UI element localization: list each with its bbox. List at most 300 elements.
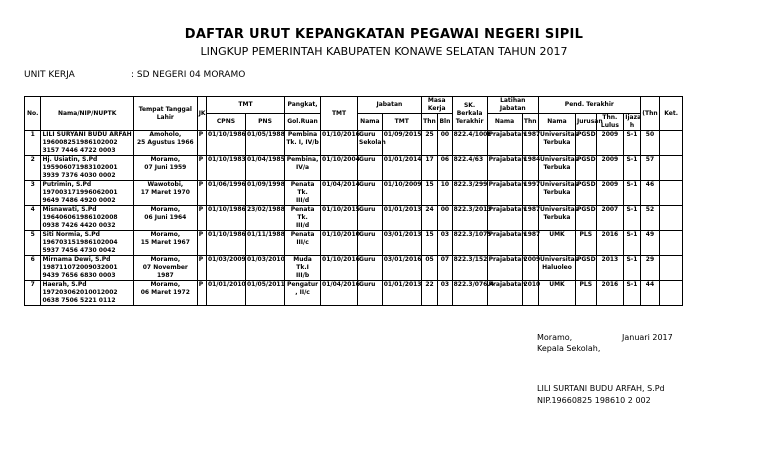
cell-pend-nama-pend-nama: Universitas Terbuka xyxy=(539,181,579,196)
table-row xyxy=(25,281,683,306)
cell-ket xyxy=(660,231,683,256)
cell-latihan-nama-lat-nama: Prajabatan xyxy=(488,206,526,213)
header-jk: JK xyxy=(197,97,206,131)
cell-tempat-tanggal-lahir-tgl: 06 Juni 1964 xyxy=(144,214,187,221)
cell-umur-umur: 52 xyxy=(645,206,655,213)
unit-kerja-label: UNIT KERJA xyxy=(24,70,75,80)
cell-umur xyxy=(640,256,660,281)
cell-tempat-tanggal-lahir xyxy=(133,256,197,281)
cell-latihan-nama-lat-nama: Prajabatan xyxy=(488,281,526,288)
header-jabatan-tmt: TMT xyxy=(382,114,421,131)
cell-pangkat-gol: Tk. I, IV/b xyxy=(286,139,319,146)
cell-umur-umur: 50 xyxy=(645,131,655,138)
cell-tmt-cpns xyxy=(206,181,245,206)
cell-thn-lulus xyxy=(596,206,624,231)
cell-mk-bln xyxy=(438,231,452,256)
employee-table xyxy=(24,96,683,306)
cell-mk-thn xyxy=(421,231,437,256)
cell-jabatan-nama xyxy=(358,231,383,256)
cell-nama-nip-nuptk: 0638 7506 5221 0112 xyxy=(42,297,116,304)
cell-pend-nama-pend-nama: Universitas Haluoleo xyxy=(539,256,579,271)
cell-ijazah-ijazah: S-1 xyxy=(626,156,638,163)
cell-jabatan-tmt xyxy=(382,131,421,156)
cell-jurusan-jurusan: PGSD xyxy=(576,131,596,138)
cell-no xyxy=(25,281,41,306)
cell-jk xyxy=(197,256,206,281)
cell-mk-thn-mk-thn: 22 xyxy=(425,281,434,288)
cell-jk xyxy=(197,231,206,256)
cell-no xyxy=(25,256,41,281)
cell-tmt-cpns xyxy=(206,231,245,256)
cell-pangkat-pangkat: Muda Tk.I xyxy=(293,256,312,271)
cell-tempat-tanggal-lahir-tempat: Wawotobi, xyxy=(147,181,184,188)
cell-jk xyxy=(197,206,206,231)
cell-jk-jk: P xyxy=(198,206,204,213)
cell-tempat-tanggal-lahir xyxy=(133,181,197,206)
cell-tmt-pangkat xyxy=(321,206,358,231)
cell-tmt-cpns xyxy=(206,256,245,281)
cell-pend-nama xyxy=(538,206,579,231)
cell-tempat-tanggal-lahir-tempat: Amoholo, xyxy=(149,131,182,138)
cell-no xyxy=(25,206,41,231)
cell-jabatan-tmt-jab-tmt: 01/01/2013 xyxy=(383,281,422,288)
cell-ijazah xyxy=(624,156,640,181)
header-tmt-group: TMT xyxy=(206,97,284,114)
cell-jabatan-tmt xyxy=(382,206,421,231)
header-nama: Nama/NIP/NUPTK xyxy=(41,97,134,131)
cell-tmt-pangkat xyxy=(321,131,358,156)
cell-nama-nip xyxy=(41,206,134,231)
cell-sk-berkala-sk: 822.4/100E xyxy=(453,131,492,138)
cell-mk-bln-mk-bln: 10 xyxy=(440,181,450,188)
header-jabatan: Jabatan xyxy=(358,97,422,114)
cell-nama-nip xyxy=(41,131,134,156)
header-ttl: Tempat Tanggal Lahir xyxy=(133,97,197,131)
cell-latihan-nama-lat-nama: Prajabatan xyxy=(488,181,526,188)
cell-tmt-cpns-cpns: 01/06/1996 xyxy=(207,181,246,188)
cell-tempat-tanggal-lahir xyxy=(133,206,197,231)
cell-umur-umur: 44 xyxy=(645,281,655,288)
cell-jabatan-nama xyxy=(358,281,383,306)
document-title: DAFTAR URUT KEPANGKATAN PEGAWAI NEGERI SIPIL xyxy=(184,27,584,42)
cell-thn-lulus-lulus: 2009 xyxy=(601,131,619,138)
cell-nama-nip xyxy=(41,256,134,281)
cell-umur xyxy=(640,206,660,231)
cell-sk-berkala-sk: 822.3/1075 xyxy=(453,231,492,238)
cell-jabatan-tmt xyxy=(382,181,421,206)
cell-mk-thn-mk-thn: 25 xyxy=(425,131,434,138)
cell-pangkat xyxy=(285,156,321,181)
cell-latihan-nama-lat-nama: Prajabatan xyxy=(488,131,526,138)
cell-tmt-pns xyxy=(246,206,285,231)
table-row xyxy=(25,156,683,181)
header-pend-nama: Nama xyxy=(538,114,575,131)
cell-nama-nip-nuptk: 0938 7426 4420 0032 xyxy=(42,222,116,229)
cell-jurusan-jurusan: PGSD xyxy=(576,156,596,163)
cell-jk xyxy=(197,156,206,181)
cell-mk-bln-mk-bln: 00 xyxy=(440,206,450,213)
cell-jurusan xyxy=(575,256,596,281)
cell-latihan-thn-lat-thn: 2009 xyxy=(523,256,541,263)
cell-tmt-pangkat-tmt: 01/10/2004 xyxy=(322,156,360,163)
cell-no-no: 1 xyxy=(30,131,35,138)
cell-jabatan-nama-jab-nama: Guru xyxy=(359,231,376,238)
cell-tempat-tanggal-lahir-tempat: Moramo, xyxy=(150,256,181,263)
header-pendidikan: Pend. Terakhir xyxy=(538,97,640,114)
cell-thn-lulus xyxy=(596,231,624,256)
cell-thn-lulus xyxy=(596,131,624,156)
cell-ijazah xyxy=(624,231,640,256)
cell-jabatan-tmt xyxy=(382,231,421,256)
cell-jabatan-nama-jab-nama: Guru xyxy=(359,281,376,288)
cell-ijazah xyxy=(624,206,640,231)
header-pangkat: Pangkat, xyxy=(285,97,321,114)
cell-thn-lulus-lulus: 2009 xyxy=(601,181,619,188)
cell-sk-berkala xyxy=(452,231,492,256)
cell-mk-bln xyxy=(438,131,452,156)
cell-jabatan-nama xyxy=(358,156,383,181)
cell-pend-nama-pend-nama: UMK xyxy=(549,231,565,238)
table-row xyxy=(25,181,683,206)
cell-tempat-tanggal-lahir-tgl: 17 Maret 1970 xyxy=(140,189,190,196)
cell-tempat-tanggal-lahir-tgl: 25 Agustus 1966 xyxy=(136,139,194,146)
cell-tempat-tanggal-lahir xyxy=(133,231,197,256)
header-mk-bln: Bln xyxy=(438,114,452,131)
cell-pend-nama xyxy=(538,181,579,206)
cell-jk-jk: P xyxy=(198,256,204,263)
cell-thn-lulus xyxy=(596,181,624,206)
cell-jurusan xyxy=(575,206,596,231)
cell-jurusan-jurusan: PGSD xyxy=(576,256,596,263)
cell-sk-berkala xyxy=(452,281,494,306)
cell-tmt-pns-pns: 01/05/1988 xyxy=(247,131,285,138)
cell-mk-bln xyxy=(438,256,452,281)
cell-nama-nip-nama: Hj. Usiatin, S.Pd xyxy=(42,156,98,163)
cell-ijazah-ijazah: S-1 xyxy=(626,206,638,213)
cell-jabatan-tmt-jab-tmt: 03/01/2016 xyxy=(383,256,422,263)
cell-tmt-cpns xyxy=(206,131,245,156)
cell-jabatan-nama-jab-nama: Guru Sekolah xyxy=(359,131,386,146)
cell-jabatan-tmt-jab-tmt: 03/01/2013 xyxy=(383,231,422,238)
cell-pangkat-gol: III/c xyxy=(296,239,309,246)
signature-name: LILI SURTANI BUDU ARFAH, S.Pd xyxy=(537,384,665,393)
cell-ijazah xyxy=(624,281,640,306)
cell-jabatan-nama xyxy=(358,131,386,156)
cell-tmt-pns xyxy=(246,281,285,306)
header-jabatan-nama: Nama xyxy=(358,114,383,131)
cell-tmt-pangkat xyxy=(321,281,358,306)
cell-umur xyxy=(640,281,660,306)
cell-pend-nama xyxy=(538,156,579,181)
cell-tmt-cpns-cpns: 01/10/1986 xyxy=(207,206,246,213)
unit-kerja-line xyxy=(24,70,246,80)
cell-mk-bln-mk-bln: 00 xyxy=(440,131,450,138)
header-sk-berkala: SK. Berkala Terakhir xyxy=(452,97,487,131)
cell-ket xyxy=(660,131,683,156)
cell-nama-nip-nama: LILI SURYANI BUDU ARFAH xyxy=(42,131,132,138)
cell-sk-berkala xyxy=(452,181,487,206)
cell-thn-lulus-lulus: 2013 xyxy=(601,256,619,263)
cell-pangkat xyxy=(285,181,321,206)
cell-pangkat-gol: IV/a xyxy=(295,164,310,171)
employee-table-body xyxy=(25,131,683,306)
cell-latihan-nama-lat-nama: Prajabatan xyxy=(488,256,526,263)
cell-thn-lulus xyxy=(596,156,624,181)
cell-latihan-nama xyxy=(487,206,526,231)
cell-tmt-cpns-cpns: 01/10/1983 xyxy=(207,156,246,163)
cell-tmt-pangkat xyxy=(321,256,358,281)
cell-sk-berkala-sk: 822.3/152 xyxy=(453,256,488,263)
cell-tmt-pangkat-tmt: 01/10/2010 xyxy=(322,231,360,238)
cell-pangkat-pangkat: Penata Tk. xyxy=(290,206,315,221)
cell-latihan-nama xyxy=(487,156,526,181)
cell-umur-umur: 46 xyxy=(645,181,655,188)
cell-no-no: 6 xyxy=(30,256,35,263)
cell-tmt-cpns-cpns: 01/10/1986 xyxy=(207,131,246,138)
cell-jabatan-nama-jab-nama: Guru xyxy=(359,156,376,163)
header-thn-lulus: Thn. Lulus xyxy=(596,114,624,131)
cell-mk-thn-mk-thn: 05 xyxy=(425,256,434,263)
cell-sk-berkala-sk: 822.3/076.4 xyxy=(453,281,494,288)
cell-pangkat-pangkat: Penata Tk. xyxy=(290,181,315,196)
cell-no-no: 2 xyxy=(30,156,35,163)
cell-umur-umur: 57 xyxy=(645,156,655,163)
cell-tempat-tanggal-lahir-tempat: Moramo, xyxy=(150,231,181,238)
cell-latihan-nama-lat-nama: Prajabatan xyxy=(488,231,526,238)
cell-tmt-pangkat xyxy=(321,231,358,256)
cell-tempat-tanggal-lahir-tempat: Moramo, xyxy=(150,206,181,213)
cell-sk-berkala-sk: 822.3/299 xyxy=(453,181,488,188)
header-latihan-nama: Nama xyxy=(487,114,522,131)
cell-tmt-pangkat-tmt: 01/10/2016 xyxy=(322,131,360,138)
cell-umur xyxy=(640,181,660,206)
cell-mk-thn xyxy=(421,131,437,156)
cell-no xyxy=(25,231,41,256)
unit-kerja-value: : SD NEGERI 04 MORAMO xyxy=(131,70,246,80)
cell-ijazah-ijazah: S-1 xyxy=(626,256,638,263)
cell-tmt-pns-pns: 01/04/1985 xyxy=(247,156,285,163)
cell-pangkat-gol: , II/c xyxy=(295,289,310,296)
signature-date: Januari 2017 xyxy=(622,333,673,342)
cell-nama-nip-nuptk: 9439 7656 6830 0003 xyxy=(42,272,116,279)
cell-latihan-thn xyxy=(522,231,541,256)
cell-tmt-cpns xyxy=(206,281,245,306)
cell-tempat-tanggal-lahir xyxy=(133,281,197,306)
cell-mk-bln-mk-bln: 03 xyxy=(440,281,450,288)
cell-nama-nip-nip: 195906071983102001 xyxy=(42,164,118,171)
cell-latihan-thn xyxy=(522,156,541,181)
cell-tmt-pangkat-tmt: 01/04/2016 xyxy=(322,281,360,288)
cell-jk-jk: P xyxy=(198,231,204,238)
cell-ket xyxy=(660,256,683,281)
cell-jk xyxy=(197,181,206,206)
cell-nama-nip-nama: Mirnama Dewi, S.Pd xyxy=(42,256,111,263)
cell-tmt-pns xyxy=(246,156,285,181)
header-latihan: Latihan Jabatan xyxy=(487,97,538,114)
cell-jabatan-tmt-jab-tmt: 01/01/2013 xyxy=(383,206,422,213)
cell-nama-nip-nip: 197203062010012002 xyxy=(42,289,118,296)
cell-no-no: 5 xyxy=(30,231,35,238)
cell-mk-thn-mk-thn: 15 xyxy=(425,181,434,188)
header-gol-ruang: Gol.Ruan xyxy=(285,114,321,131)
cell-jurusan xyxy=(575,131,596,156)
cell-latihan-thn-lat-thn: 1997 xyxy=(523,181,541,188)
cell-latihan-thn-lat-thn: 1987 xyxy=(523,131,541,138)
table-row xyxy=(25,231,683,256)
cell-pend-nama xyxy=(538,256,579,281)
cell-ket xyxy=(660,281,683,306)
cell-thn-lulus-lulus: 2007 xyxy=(601,206,619,213)
signature-position: Kepala Sekolah, xyxy=(537,344,601,353)
cell-jk xyxy=(197,281,206,306)
cell-umur-umur: 29 xyxy=(645,256,655,263)
cell-jk-jk: P xyxy=(198,156,204,163)
cell-nama-nip-nip: 197003171996062001 xyxy=(42,189,118,196)
cell-mk-thn-mk-thn: 15 xyxy=(425,231,434,238)
cell-tmt-pns-pns: 01/09/1998 xyxy=(247,181,285,188)
cell-sk-berkala-sk: 822.4/63 xyxy=(453,156,484,163)
cell-latihan-thn xyxy=(522,281,541,306)
header-pns: PNS xyxy=(246,114,285,131)
cell-no xyxy=(25,156,41,181)
cell-jurusan xyxy=(575,281,596,306)
cell-jk-jk: P xyxy=(198,131,204,138)
table-row xyxy=(25,206,683,231)
cell-tempat-tanggal-lahir-tgl: 07 November 1987 xyxy=(142,264,188,279)
cell-no xyxy=(25,131,41,156)
cell-thn-lulus xyxy=(596,281,624,306)
cell-ijazah xyxy=(624,256,640,281)
cell-ket xyxy=(660,206,683,231)
cell-jabatan-nama xyxy=(358,256,383,281)
cell-tempat-tanggal-lahir-tgl: 15 Maret 1967 xyxy=(140,239,190,246)
cell-nama-nip-nama: Siti Normia, S.Pd xyxy=(42,231,100,238)
cell-jabatan-tmt xyxy=(382,256,421,281)
cell-mk-thn xyxy=(421,206,437,231)
cell-tmt-cpns-cpns: 01/01/2010 xyxy=(207,281,246,288)
cell-no xyxy=(25,181,41,206)
cell-jurusan-jurusan: PGSD xyxy=(576,206,596,213)
cell-jabatan-nama-jab-nama: Guru xyxy=(359,206,376,213)
cell-mk-thn xyxy=(421,156,437,181)
cell-tmt-pns-pns: 23/02/1988 xyxy=(247,206,285,213)
cell-nama-nip-nip: 198711072009032001 xyxy=(42,264,118,271)
cell-mk-thn xyxy=(421,281,437,306)
cell-tmt-pns-pns: 01/11/1988 xyxy=(247,231,285,238)
cell-tmt-pns xyxy=(246,131,285,156)
cell-mk-bln-mk-bln: 03 xyxy=(440,231,450,238)
cell-nama-nip-nip: 196008251986102002 xyxy=(42,139,118,146)
cell-mk-bln-mk-bln: 07 xyxy=(440,256,450,263)
cell-ijazah xyxy=(624,131,640,156)
cell-tmt-pangkat-tmt: 01/10/2015 xyxy=(322,206,360,213)
signature-nip: NIP.19660825 198610 2 002 xyxy=(537,396,651,405)
cell-pangkat-gol: III/d xyxy=(295,222,310,229)
cell-tmt-pangkat xyxy=(321,156,358,181)
cell-pend-nama-pend-nama: Universitas Terbuka xyxy=(539,206,579,221)
cell-latihan-thn-lat-thn: 2010 xyxy=(523,281,541,288)
cell-latihan-thn xyxy=(522,206,541,231)
cell-jabatan-tmt-jab-tmt: 01/10/2009 xyxy=(383,181,422,188)
table-row xyxy=(25,131,683,156)
cell-pangkat xyxy=(285,131,321,156)
header-ket: Ket. xyxy=(660,97,683,131)
header-mk-thn: Thn xyxy=(421,114,437,131)
cell-pend-nama-pend-nama: Universitas Terbuka xyxy=(539,131,579,146)
cell-tmt-pangkat xyxy=(321,181,358,206)
cell-jurusan xyxy=(575,156,596,181)
cell-pangkat xyxy=(285,281,321,306)
cell-nama-nip-nip: 196703151986102004 xyxy=(42,239,118,246)
cell-tmt-pangkat-tmt: 01/10/2016 xyxy=(322,256,360,263)
cell-latihan-nama xyxy=(487,231,526,256)
cell-jabatan-nama xyxy=(358,181,383,206)
cell-ijazah-ijazah: S-1 xyxy=(626,181,638,188)
cell-nama-nip-nama: Haerah, S.Pd xyxy=(42,281,87,288)
cell-mk-bln-mk-bln: 06 xyxy=(440,156,450,163)
cell-jabatan-tmt xyxy=(382,156,421,181)
cell-tempat-tanggal-lahir-tempat: Moramo, xyxy=(150,281,181,288)
cell-no-no: 4 xyxy=(30,206,35,213)
cell-sk-berkala xyxy=(452,206,492,231)
header-latihan-thn: Thn xyxy=(522,114,538,131)
cell-pend-nama xyxy=(538,131,579,156)
cell-jabatan-nama-jab-nama: Guru xyxy=(359,256,376,263)
cell-sk-berkala xyxy=(452,156,487,181)
cell-pangkat xyxy=(285,256,321,281)
cell-thn-lulus-lulus: 2016 xyxy=(601,231,619,238)
cell-mk-bln xyxy=(438,156,452,181)
cell-pend-nama xyxy=(538,231,575,256)
cell-pangkat-pangkat: Pengatur xyxy=(286,281,319,288)
header-ijazah: Ijaza h xyxy=(625,114,642,129)
cell-jabatan-nama xyxy=(358,206,383,231)
cell-jk-jk: P xyxy=(198,181,204,188)
cell-jabatan-tmt-jab-tmt: 01/09/2015 xyxy=(383,131,422,138)
cell-nama-nip-nuptk: 5937 7456 4730 0042 xyxy=(42,247,116,254)
cell-tmt-cpns xyxy=(206,206,245,231)
cell-no-no: 7 xyxy=(30,281,35,288)
cell-nama-nip-nuptk: 9649 7486 4920 0002 xyxy=(42,197,116,204)
cell-latihan-nama xyxy=(487,131,526,156)
cell-jurusan-jurusan: PLS xyxy=(579,231,593,238)
cell-mk-bln xyxy=(438,206,452,231)
cell-pangkat-gol: III/d xyxy=(295,197,310,204)
cell-latihan-nama xyxy=(487,281,526,306)
cell-tempat-tanggal-lahir-tgl: 06 Maret 1972 xyxy=(140,289,190,296)
cell-latihan-thn xyxy=(522,131,541,156)
cell-latihan-thn-lat-thn: 1987 xyxy=(523,206,541,213)
header-umur: (Thn xyxy=(640,97,660,131)
cell-nama-nip xyxy=(41,156,134,181)
cell-tempat-tanggal-lahir-tgl: 07 Juni 1959 xyxy=(144,164,187,171)
cell-latihan-thn-lat-thn: 1984 xyxy=(523,156,541,163)
document-subtitle: LINGKUP PEMERINTAH KABUPATEN KONAWE SELATAN TAHUN 2017 xyxy=(200,45,568,58)
cell-mk-thn xyxy=(421,181,437,206)
cell-umur xyxy=(640,231,660,256)
cell-sk-berkala xyxy=(452,131,492,156)
header-no: No. xyxy=(25,97,41,131)
cell-pangkat xyxy=(285,206,321,231)
cell-pend-nama-pend-nama: UMK xyxy=(549,281,565,288)
cell-thn-lulus-lulus: 2009 xyxy=(601,156,619,163)
cell-ket xyxy=(660,181,683,206)
cell-jabatan-tmt-jab-tmt: 01/01/2014 xyxy=(383,156,422,163)
cell-pangkat-pangkat: Pembina xyxy=(287,131,318,138)
cell-tmt-pns xyxy=(246,231,285,256)
cell-thn-lulus-lulus: 2016 xyxy=(601,281,619,288)
cell-latihan-thn xyxy=(522,256,541,281)
